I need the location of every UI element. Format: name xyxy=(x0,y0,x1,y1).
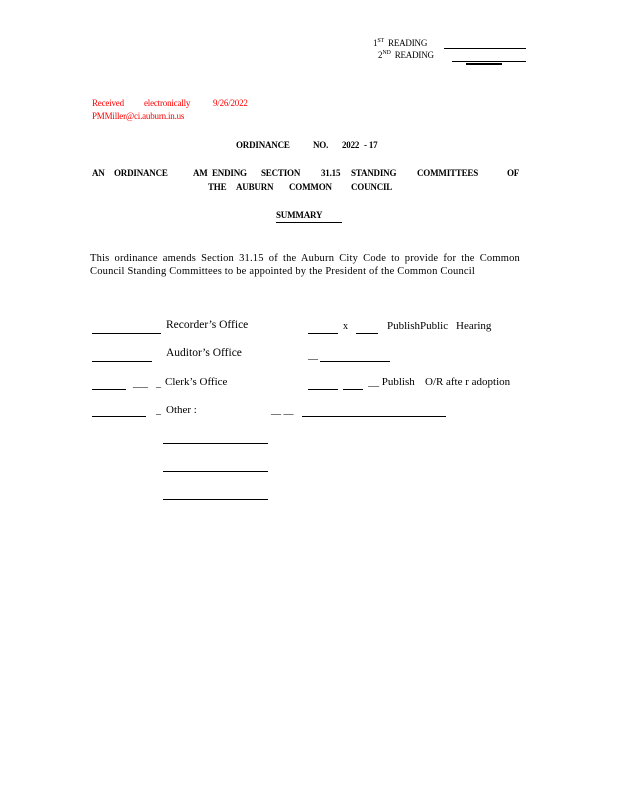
clerk-line-1 xyxy=(92,389,126,390)
title-word: OF xyxy=(507,168,520,178)
title-word: ENDING xyxy=(212,168,247,178)
other-blank-line xyxy=(163,443,268,444)
summary-heading: SUMMARY xyxy=(276,210,323,220)
first-reading: 1ST READING xyxy=(373,38,428,48)
other-blank-line xyxy=(163,471,268,472)
title-word: COMMITTEES xyxy=(417,168,479,178)
summary-text: This ordinance amends Section 31.15 of the Auburn City Code to provide for the Common Council Standing Committees to be appointed by the President of the Common Council xyxy=(90,253,520,277)
after-adoption-label: afte r adoption xyxy=(446,376,511,388)
received-electronically: electronically xyxy=(144,98,191,108)
other-prefix: _ xyxy=(156,405,161,416)
or-label: O/R xyxy=(425,376,444,388)
other-action-line xyxy=(302,416,446,417)
ordinance-year: 2022 xyxy=(342,140,360,150)
title-word: COMMON xyxy=(289,182,332,192)
first-reading-line xyxy=(444,48,526,49)
ordinance-number: - 17 xyxy=(364,140,378,150)
hearing-label: Hearing xyxy=(456,320,492,332)
received-label: Received xyxy=(92,98,124,108)
other-label: Other : xyxy=(166,404,197,416)
auditor-action-prefix: __ xyxy=(308,350,318,361)
ordinance-no-label: NO. xyxy=(313,140,329,150)
title-word: AUBURN xyxy=(236,182,274,192)
title-word: AM xyxy=(193,168,208,178)
ordinance-label: ORDINANCE xyxy=(236,140,290,150)
other-blank-line xyxy=(163,499,268,500)
title-word: SECTION xyxy=(261,168,301,178)
publish-label: __ Publish xyxy=(368,376,415,388)
clerk-mid: _ xyxy=(156,378,161,389)
other-line xyxy=(92,416,146,417)
auditor-line xyxy=(92,361,152,362)
second-reading: 2ND READING xyxy=(378,50,434,60)
clerk-prefix: ___ xyxy=(133,378,148,389)
received-date: 9/26/2022 xyxy=(213,98,248,108)
title-word: ORDINANCE xyxy=(114,168,168,178)
title-word: AN xyxy=(92,168,105,178)
summary-underline xyxy=(276,222,342,223)
public-hearing-line-1 xyxy=(308,333,338,334)
second-reading-underline xyxy=(466,63,502,65)
title-word: STANDING xyxy=(351,168,397,178)
title-word: COUNCIL xyxy=(351,182,393,192)
publish-line-1 xyxy=(308,389,338,390)
title-word: 31.15 xyxy=(321,168,341,178)
publish-line-2 xyxy=(343,389,363,390)
recorder-line xyxy=(92,333,161,334)
received-email: PMMiller@ci.auburn.in.us xyxy=(92,111,185,121)
other-action-prefix: __ __ xyxy=(271,405,294,416)
auditor-action-line xyxy=(320,361,390,362)
clerk-office-label: Clerk’s Office xyxy=(165,376,228,388)
recorder-office-label: Recorder’s Office xyxy=(166,319,249,331)
title-word: THE xyxy=(208,182,227,192)
publish-public-label: PublishPublic xyxy=(387,320,449,332)
auditor-office-label: Auditor’s Office xyxy=(166,347,242,359)
public-hearing-mark: x xyxy=(343,321,348,332)
second-reading-line xyxy=(452,61,526,62)
public-hearing-line-2 xyxy=(356,333,378,334)
